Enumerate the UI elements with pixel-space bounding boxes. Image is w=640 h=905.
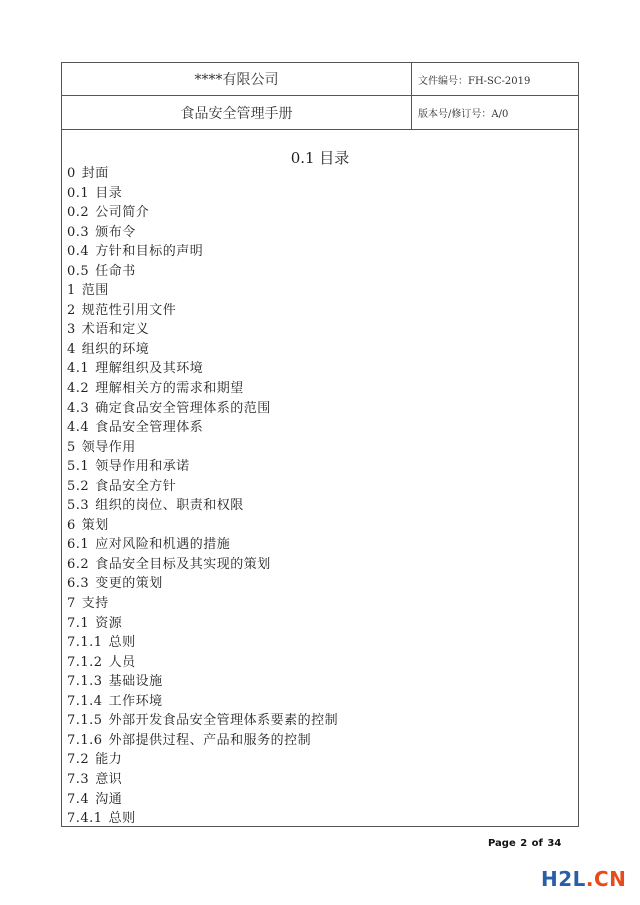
- toc-entry-number: 7.1.5: [67, 713, 103, 729]
- toc-entry: [67, 438, 338, 458]
- toc-entry-text: 公司简介: [95, 205, 150, 221]
- toc-entry-number: 7: [67, 596, 76, 612]
- toc-entry-number: 5: [67, 439, 76, 455]
- toc-entry: [67, 242, 338, 262]
- toc-entry-number: 7.2: [67, 752, 90, 768]
- toc-entry: [67, 477, 338, 497]
- toc-entry: [67, 711, 338, 731]
- toc-entry: [67, 809, 338, 829]
- toc-entry-number: 7.4: [67, 791, 90, 807]
- toc-entry: [67, 457, 338, 477]
- toc-entry-text: 领导作用和承诺: [95, 459, 190, 475]
- toc-entry-text: 支持: [81, 596, 109, 612]
- toc-entry-text: 组织的岗位、职责和权限: [95, 498, 244, 514]
- toc-entry-text: 领导作用: [81, 439, 136, 455]
- header-divider: [411, 63, 412, 130]
- toc-entry-number: 4.2: [67, 381, 90, 397]
- toc-entry: [67, 223, 338, 243]
- watermark-part2: .CN: [585, 867, 627, 891]
- toc-entry-number: 4.1: [67, 361, 90, 377]
- toc-entry-number: 4: [67, 341, 76, 357]
- toc-entry-number: 7.1.4: [67, 693, 103, 709]
- toc-entry-number: 1: [67, 283, 76, 299]
- toc-entry-text: 工作环境: [108, 693, 163, 709]
- toc-entry: [67, 731, 338, 751]
- toc-title: 0.1 目录: [290, 149, 350, 167]
- company-name: ****有限公司: [194, 72, 279, 88]
- toc-entry-text: 沟通: [95, 791, 123, 807]
- toc-entry-number: 7.1.1: [67, 635, 103, 651]
- toc-entry-number: 2: [67, 302, 76, 318]
- toc-entry: [67, 633, 338, 653]
- toc-entry-text: 确定食品安全管理体系的范围: [95, 400, 271, 416]
- toc-entry: [67, 301, 338, 321]
- toc-list: [67, 164, 338, 829]
- toc-entry-number: 7.1.2: [67, 654, 103, 670]
- toc-entry-number: 6: [67, 517, 76, 533]
- toc-entry-number: 7.1.3: [67, 674, 103, 690]
- toc-entry-number: 0.4: [67, 244, 90, 260]
- toc-entry-text: 外部开发食品安全管理体系要素的控制: [108, 713, 339, 729]
- toc-entry-text: 外部提供过程、产品和服务的控制: [108, 732, 312, 748]
- toc-entry: [67, 203, 338, 223]
- header-row-2: [62, 96, 578, 130]
- toc-entry-number: 6.3: [67, 576, 90, 592]
- toc-entry-number: 4.3: [67, 400, 90, 416]
- toc-entry: [67, 418, 338, 438]
- toc-entry-number: 4.4: [67, 420, 90, 436]
- toc-entry-text: 应对风险和机遇的措施: [95, 537, 231, 553]
- toc-entry-text: 基础设施: [108, 674, 163, 690]
- toc-entry: [67, 379, 338, 399]
- page-number: Page 2 of 34: [488, 838, 562, 849]
- toc-entry-text: 封面: [81, 166, 109, 181]
- toc-entry-text: 理解组织及其环境: [95, 361, 204, 377]
- toc-entry-number: 5.3: [67, 498, 90, 514]
- toc-entry-text: 意识: [95, 771, 123, 787]
- toc-entry: [67, 262, 338, 282]
- watermark-logo: [541, 867, 626, 891]
- toc-entry-text: 资源: [95, 615, 123, 631]
- toc-entry: [67, 614, 338, 634]
- toc-entry-text: 食品安全方针: [95, 478, 177, 494]
- toc-entry-number: 6.2: [67, 556, 90, 572]
- toc-entry-number: 0.1: [67, 185, 90, 201]
- toc-entry-number: 7.3: [67, 771, 90, 787]
- toc-entry-number: 0.5: [67, 263, 90, 279]
- version-number: 版本号/修订号：A/0: [418, 109, 509, 120]
- toc-entry-text: 任命书: [95, 263, 136, 279]
- toc-entry-number: 7.1.6: [67, 732, 103, 748]
- toc-entry: [67, 399, 338, 419]
- toc-entry-text: 组织的环境: [81, 341, 150, 357]
- toc-entry-text: 人员: [108, 654, 136, 670]
- toc-entry-number: 7.4.1: [67, 811, 103, 827]
- toc-entry: [67, 672, 338, 692]
- toc-entry: [67, 790, 338, 810]
- toc-entry: [67, 770, 338, 790]
- toc-entry-text: 范围: [81, 283, 109, 299]
- toc-entry-text: 颁布令: [95, 224, 136, 240]
- toc-entry: [67, 320, 338, 340]
- toc-entry-number: 5.2: [67, 478, 90, 494]
- manual-title: 食品安全管理手册: [180, 105, 293, 122]
- toc-entry: [67, 496, 338, 516]
- toc-entry: [67, 340, 338, 360]
- watermark-part1: H2L: [541, 867, 586, 891]
- toc-entry-number: 5.1: [67, 459, 90, 475]
- document-number: 文件编号：FH-SC-2019: [418, 75, 531, 87]
- toc-entry: [67, 594, 338, 614]
- toc-entry-number: 6.1: [67, 537, 90, 553]
- toc-entry-text: 变更的策划: [95, 576, 163, 592]
- toc-entry-text: 理解相关方的需求和期望: [95, 381, 244, 397]
- toc-entry: [67, 359, 338, 379]
- toc-entry-number: 7.1: [67, 615, 90, 631]
- toc-entry: [67, 750, 338, 770]
- toc-entry-text: 目录: [95, 185, 123, 201]
- toc-entry-text: 总则: [108, 811, 136, 827]
- toc-entry: [67, 164, 338, 184]
- toc-entry-number: 3: [67, 322, 76, 338]
- toc-entry-text: 食品安全管理体系: [95, 420, 204, 436]
- toc-entry-text: 能力: [95, 752, 123, 768]
- toc-entry: [67, 692, 338, 712]
- toc-entry-number: 0: [67, 166, 76, 181]
- toc-entry: [67, 574, 338, 594]
- toc-entry-number: 0.2: [67, 205, 90, 221]
- toc-entry-text: 食品安全目标及其实现的策划: [95, 556, 271, 572]
- header-row-1: [62, 63, 578, 96]
- toc-entry: [67, 184, 338, 204]
- toc-entry: [67, 281, 338, 301]
- toc-entry-text: 策划: [81, 517, 109, 533]
- toc-entry-text: 总则: [108, 635, 136, 651]
- document-frame: [61, 62, 579, 827]
- toc-entry-text: 规范性引用文件: [81, 302, 177, 318]
- toc-entry: [67, 653, 338, 673]
- toc-entry: [67, 516, 338, 536]
- toc-entry-text: 术语和定义: [81, 322, 150, 338]
- toc-entry-text: 方针和目标的声明: [95, 244, 204, 260]
- toc-entry: [67, 535, 338, 555]
- toc-entry-number: 0.3: [67, 224, 90, 240]
- toc-entry: [67, 555, 338, 575]
